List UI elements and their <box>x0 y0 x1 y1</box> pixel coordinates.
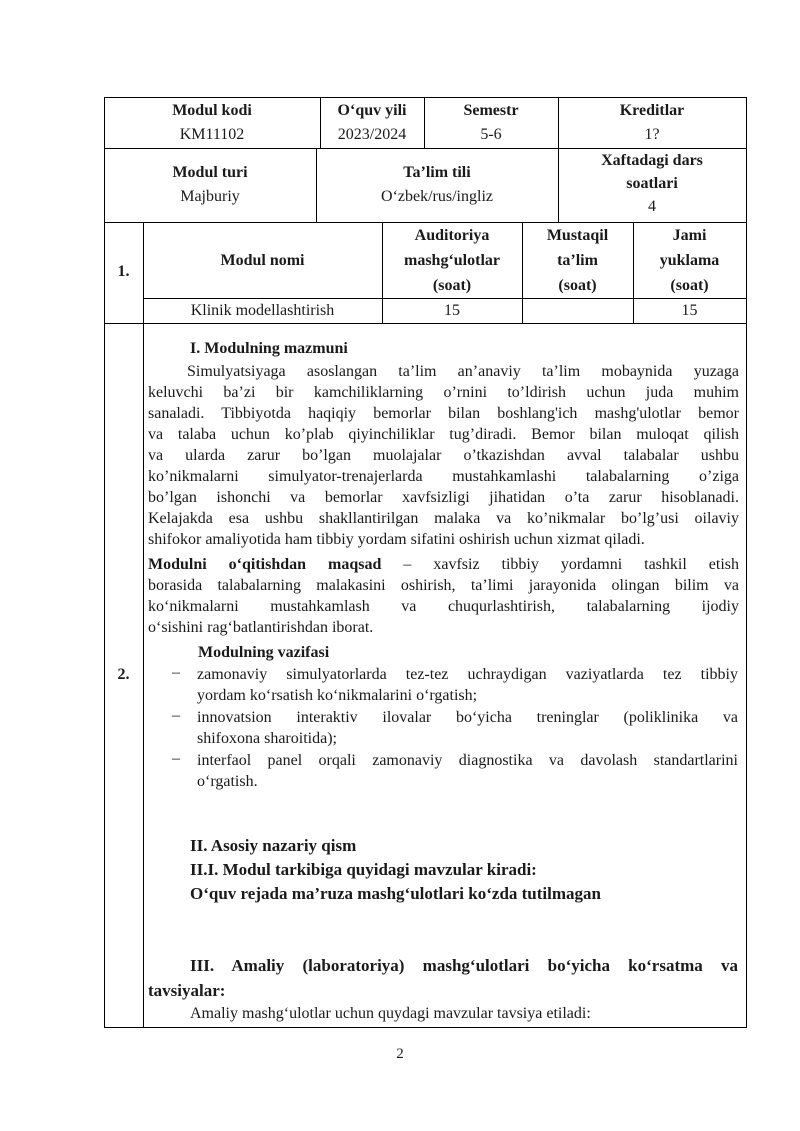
auditoriya-header <box>382 223 522 298</box>
heading-amaliy-line2: tavsiyalar: <box>148 981 226 1000</box>
kreditlar-cell <box>558 99 746 147</box>
task-line: o‘rgatish. <box>197 773 258 790</box>
modul-kodi-label: Modul kodi <box>172 102 252 119</box>
oquv-yili-label: O‘quv yili <box>337 102 407 119</box>
task-item-2 <box>197 707 738 749</box>
task-dash: – <box>172 707 180 724</box>
jami-header <box>633 223 746 298</box>
maqsad-first-line <box>148 554 739 575</box>
maqsad-line: o‘sishini rag‘batlantirishdan iborat. <box>148 619 374 636</box>
task-item-3 <box>197 750 738 792</box>
row1-number: 1. <box>117 263 130 280</box>
modul-kodi-value: KM11102 <box>179 126 245 143</box>
maqsad-line: borasida talabalarning malakasini oshirish, ta’limi jarayonida olingan bilim va <box>148 577 739 594</box>
intro-line: Kelajakda esa ushbu shakllantirilgan malaka va ko’nikmalar bo’lg’usi oilaviy <box>148 510 739 527</box>
modul-turi-cell <box>104 161 316 209</box>
modul-turi-label: Modul turi <box>172 164 248 181</box>
intro-line: Simulyatsiyaga asoslangan ta’lim an’anaviy ta’lim mobaynida yuzaga <box>187 363 739 380</box>
heading-modulning-mazmuni: I. Modulning mazmuni <box>190 340 348 357</box>
intro-line: sanaladi. Tibbiyotda haqiqiy bemorlar bilan boshlang'ich mashg'ulotlar bemor <box>148 405 739 422</box>
table-border-top <box>104 97 747 98</box>
auditoriya-line1: Auditoriya <box>414 227 490 244</box>
intro-line: ko’nikmalarni simulyator-trenajerlarda mustahkamlashi talabalarning o’ziga <box>148 468 739 485</box>
task-line: innovatsion interaktiv ilovalar bo‘yicha treninglar (poliklinika va <box>197 709 738 726</box>
kreditlar-label: Kreditlar <box>619 102 685 119</box>
oquv-yili-cell <box>320 99 424 147</box>
task-line: zamonaviy simulyatorlarda tez-tez uchraydigan vaziyatlarda tez tibbiy <box>197 666 738 683</box>
maqsad-line: ko‘nikmalarni mustahkamlash va chuqurlashtirish, talabalarning ijodiy <box>148 598 739 615</box>
heading-maruza-tutilmagan: O‘quv rejada ma’ruza mashg‘ulotlari ko‘zda tutilmagan <box>190 884 601 903</box>
task-line: interfaol panel orqali zamonaviy diagnostika va davolash standartlarini <box>197 752 738 769</box>
mustaqil-line2: ta’lim <box>557 252 598 269</box>
page-number: 2 <box>396 1046 404 1062</box>
maqsad-rest: – xavfsiz tibbiy yordamni tashkil etish <box>381 556 739 573</box>
heading-amaliy-text: III. Amaliy (laboratoriya) mashg‘ulotlari bo‘yicha ko‘rsatma va <box>190 956 738 975</box>
heading-amaliy-line1 <box>190 955 738 976</box>
mustaqil-line3: (soat) <box>558 277 597 294</box>
oquv-yili-value: 2023/2024 <box>337 126 407 143</box>
auditoriya-line3: (soat) <box>432 277 472 294</box>
maqsad-bold: Modulni o‘qitishdan maqsad <box>148 556 382 573</box>
semestr-value: 5-6 <box>480 126 502 143</box>
row2-number: 2. <box>117 666 130 683</box>
mustaqil-line1: Mustaqil <box>546 227 609 244</box>
jami-line1: Jami <box>672 227 707 244</box>
table-line-row4-top <box>104 323 747 324</box>
heading-asosiy-nazariy-qism: II. Asosiy nazariy qism <box>190 836 357 855</box>
xaftadagi-label-line2: soatlari <box>626 175 678 192</box>
task-dash: – <box>172 664 180 681</box>
task-line: yordam ko‘rsatish ko‘nikmalarini o‘rgatish; <box>197 687 478 704</box>
auditoriya-value: 15 <box>444 302 460 319</box>
table-border-left <box>104 97 105 1028</box>
semestr-cell <box>424 99 558 147</box>
intro-line: keluvchi ba’zi bir kamchiliklarning o’rnini to’ldirish uchun juda muhim <box>148 384 739 401</box>
heading-modul-tarkibiga: II.I. Modul tarkibiga quyidagi mavzular kiradi: <box>190 860 537 879</box>
intro-line: shifokor amaliyotida ham tibbiy yordam sifatini oshirish uchun xizmat qiladi. <box>148 531 645 548</box>
modul-kodi-cell <box>104 99 320 147</box>
intro-line: va talaba uchun ko’plab qiyinchiliklar tug’diradi. Bemor bilan muloqat qilish <box>148 426 739 443</box>
xaftadagi-label-line1: Xaftadagi dars <box>601 152 703 169</box>
maqsad-paragraph <box>148 554 739 638</box>
talim-tili-value: O‘zbek/rus/ingliz <box>381 188 493 205</box>
talim-tili-label: Ta’lim tili <box>403 164 471 181</box>
modul-name-value: Klinik modellashtirish <box>190 302 335 319</box>
task-dash: – <box>172 750 180 767</box>
modul-nomi-label: Modul nomi <box>220 252 305 269</box>
xaftadagi-value: 4 <box>648 198 656 215</box>
mustaqil-header <box>522 223 633 298</box>
modul-turi-value: Majburiy <box>180 188 240 205</box>
task-line: shifoxona sharoitida); <box>197 730 337 747</box>
heading-modulning-vazifasi: Modulning vazifasi <box>198 644 330 661</box>
semestr-label: Semestr <box>463 102 519 119</box>
table-vline-r4a <box>143 323 144 1027</box>
table-border-right <box>746 97 747 1028</box>
kreditlar-value: 1? <box>644 126 660 143</box>
table-border-bottom <box>104 1027 747 1028</box>
jami-line3: (soat) <box>670 277 709 294</box>
amaliy-topics-intro: Amaliy mashg‘ulotlar uchun quydagi mavzular tavsiya etiladi: <box>190 1005 591 1022</box>
intro-line: bo’lgan ishonchi va bemorlar xavfsizligi jihatidan o’ta zarur hisoblanadi. <box>148 489 739 506</box>
jami-value: 15 <box>681 302 698 319</box>
task-item-1 <box>197 664 738 706</box>
intro-paragraph <box>148 361 739 550</box>
intro-line: va ularda zarur bo’lgan muolajalar o’tkazishdan avval talabalar ushbu <box>148 447 739 464</box>
xaftadagi-cell <box>558 149 746 218</box>
talim-tili-cell <box>316 161 558 209</box>
jami-line2: yuklama <box>659 252 720 269</box>
auditoriya-line2: mashg‘ulotlar <box>404 252 500 269</box>
